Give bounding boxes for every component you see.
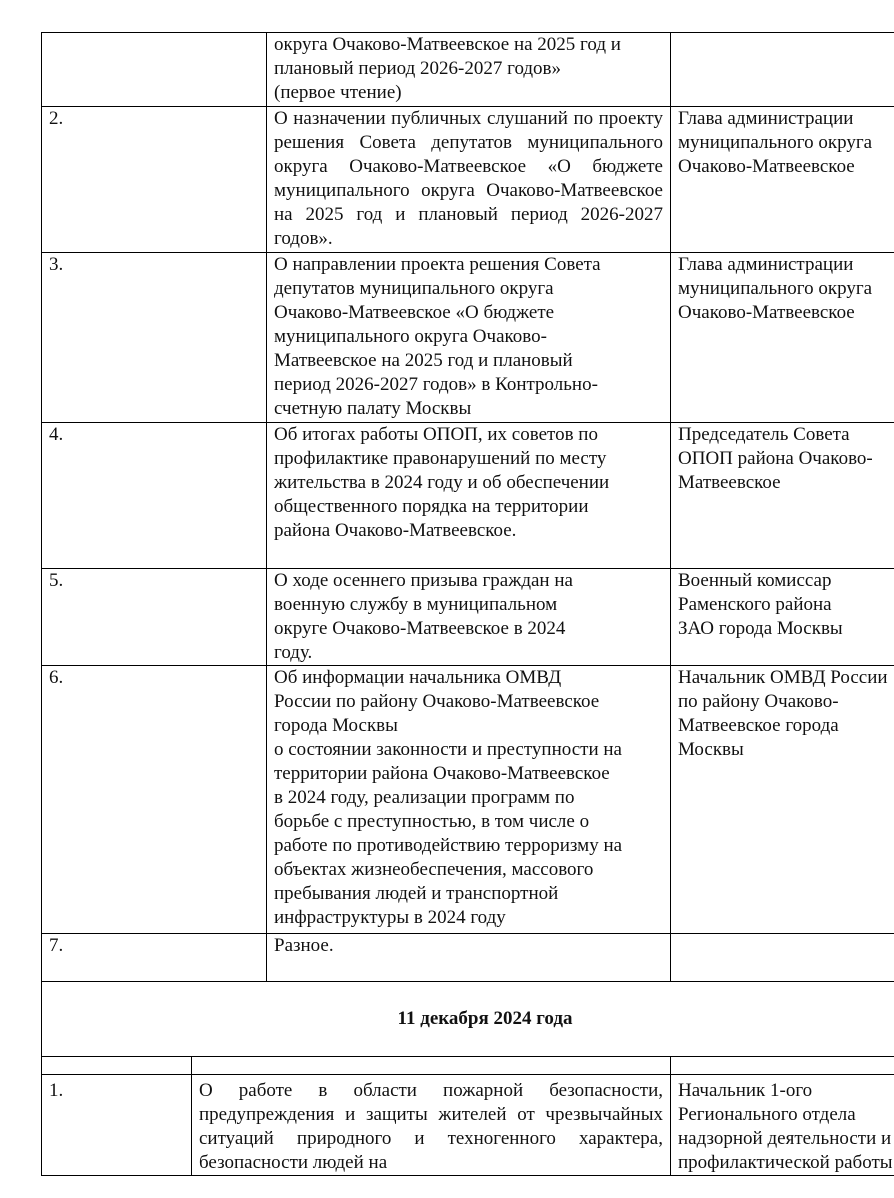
item-number: 1. (49, 1080, 64, 1101)
item-text-line: пребывания людей и транспортной (274, 883, 559, 904)
item-text-line: в 2024 году, реализации программ по (274, 787, 575, 808)
item-number-cell (42, 253, 267, 423)
item-text-cell (192, 1075, 671, 1176)
table-row (42, 569, 894, 666)
item-text-line: плановый период 2026-2027 годов» (274, 58, 562, 79)
responsible-cell (671, 934, 894, 982)
item-text-line: Разное. (274, 935, 334, 956)
responsible-line: по району Очаково- (678, 691, 839, 712)
responsible-line: Начальник 1-ого (678, 1080, 813, 1101)
item-number: 7. (49, 935, 64, 956)
responsible-line: Военный комиссар (678, 570, 832, 591)
item-number: 3. (49, 254, 64, 275)
item-text-line: работе по противодействию терроризму на (274, 835, 623, 856)
item-number: 5. (49, 570, 64, 591)
table-row (42, 1075, 894, 1176)
item-number-cell (42, 1075, 192, 1176)
item-text-line: депутатов муниципального округа (274, 278, 554, 299)
item-text-cell (267, 666, 671, 934)
responsible-cell (671, 33, 894, 107)
item-number-cell (42, 569, 267, 666)
item-text-line: Очаково-Матвеевское «О бюджете (274, 302, 555, 323)
table-row (42, 33, 894, 107)
item-number-cell (42, 666, 267, 934)
responsible-line: Глава администрации (678, 108, 854, 129)
responsible-cell (671, 569, 894, 666)
item-number: 4. (49, 424, 64, 445)
item-text: О работе в области пожарной безопасности, предупреждения и защиты жителей от чрезвычайных ситуаций природного и техногенного характера, безопасности людей на (199, 1080, 663, 1173)
responsible-line: муниципального округа (678, 278, 873, 299)
agenda-table (41, 32, 894, 1176)
responsible-line: муниципального округа (678, 132, 873, 153)
item-number-cell (42, 107, 267, 253)
responsible-cell (671, 1075, 894, 1176)
item-text-line: города Москвы (274, 715, 398, 736)
item-text-line: (первое чтение) (274, 82, 402, 103)
item-text-line: О направлении проекта решения Совета (274, 254, 601, 275)
table-row (42, 107, 894, 253)
item-text-line: жительства в 2024 году и об обеспечении (274, 472, 610, 493)
empty-cell (671, 1057, 894, 1075)
item-number: 6. (49, 667, 64, 688)
item-text-line: округе Очаково-Матвеевское в 2024 (274, 618, 566, 639)
item-text-line: борьбе с преступностью, в том числе о (274, 811, 590, 832)
item-text-line: общественного порядка на территории (274, 496, 589, 517)
date-header-row (42, 982, 894, 1057)
item-text-line: района Очаково-Матвеевское. (274, 520, 517, 541)
item-text-line: счетную палату Москвы (274, 398, 472, 419)
item-text-cell (267, 33, 671, 107)
item-text-cell (267, 423, 671, 569)
responsible-line: ЗАО города Москвы (678, 618, 843, 639)
item-text-line: О ходе осеннего призыва граждан на (274, 570, 573, 591)
item-text-cell (267, 934, 671, 982)
responsible-line: Очаково-Матвеевское (678, 302, 855, 323)
responsible-cell (671, 107, 894, 253)
responsible-line: Глава администрации (678, 254, 854, 275)
empty-cell (192, 1057, 671, 1075)
item-text-line: России по району Очаково-Матвеевское (274, 691, 600, 712)
table-row (42, 666, 894, 934)
item-text-line: инфраструктуры в 2024 году (274, 907, 506, 928)
item-number: 2. (49, 108, 64, 129)
item-text-line: о состоянии законности и преступности на (274, 739, 622, 760)
item-number-cell (42, 33, 267, 107)
item-text-line: территории района Очаково-Матвеевское (274, 763, 610, 784)
responsible-line: надзорной деятельности и (678, 1128, 892, 1149)
item-text-line: Об информации начальника ОМВД (274, 667, 562, 688)
item-text-line: военную службу в муниципальном (274, 594, 558, 615)
responsible-line: Председатель Совета (678, 424, 850, 445)
spacer-row (42, 1057, 894, 1075)
item-text-line: период 2026-2027 годов» в Контрольно- (274, 374, 598, 395)
item-number-cell (42, 423, 267, 569)
responsible-line: Раменского района (678, 594, 832, 615)
responsible-line: ОПОП района Очаково- (678, 448, 873, 469)
item-text: О назначении публичных слушаний по проекту решения Совета депутатов муниципального округа Очаково-Матвеевское «О бюджете муниципального округа Очаково-Матвеевское на 2025 год и плановый период 2026-2027 годов». (274, 108, 663, 249)
item-text-line: году. (274, 642, 313, 663)
responsible-line: Регионального отдела (678, 1104, 856, 1125)
responsible-line: Матвеевское города (678, 715, 839, 736)
item-text-line: объектах жизнеобеспечения, массового (274, 859, 594, 880)
date-header: 11 декабря 2024 года (42, 982, 894, 1057)
item-text-line: округа Очаково-Матвеевское на 2025 год и (274, 34, 621, 55)
responsible-cell (671, 666, 894, 934)
responsible-line: Матвеевское (678, 472, 781, 493)
item-text-cell (267, 253, 671, 423)
item-text-cell (267, 107, 671, 253)
responsible-cell (671, 423, 894, 569)
item-text-cell (267, 569, 671, 666)
responsible-line: Москвы (678, 739, 744, 760)
empty-cell (42, 1057, 192, 1075)
item-text-line: профилактике правонарушений по месту (274, 448, 607, 469)
responsible-line: Очаково-Матвеевское (678, 156, 855, 177)
table-row (42, 934, 894, 982)
item-text-line: муниципального округа Очаково- (274, 326, 547, 347)
item-text-line: Матвеевское на 2025 год и плановый (274, 350, 573, 371)
responsible-line: профилактической работы (678, 1152, 893, 1173)
item-number-cell (42, 934, 267, 982)
responsible-line: Начальник ОМВД России (678, 667, 888, 688)
table-row (42, 423, 894, 569)
table-row (42, 253, 894, 423)
item-text-line: Об итогах работы ОПОП, их советов по (274, 424, 598, 445)
responsible-cell (671, 253, 894, 423)
